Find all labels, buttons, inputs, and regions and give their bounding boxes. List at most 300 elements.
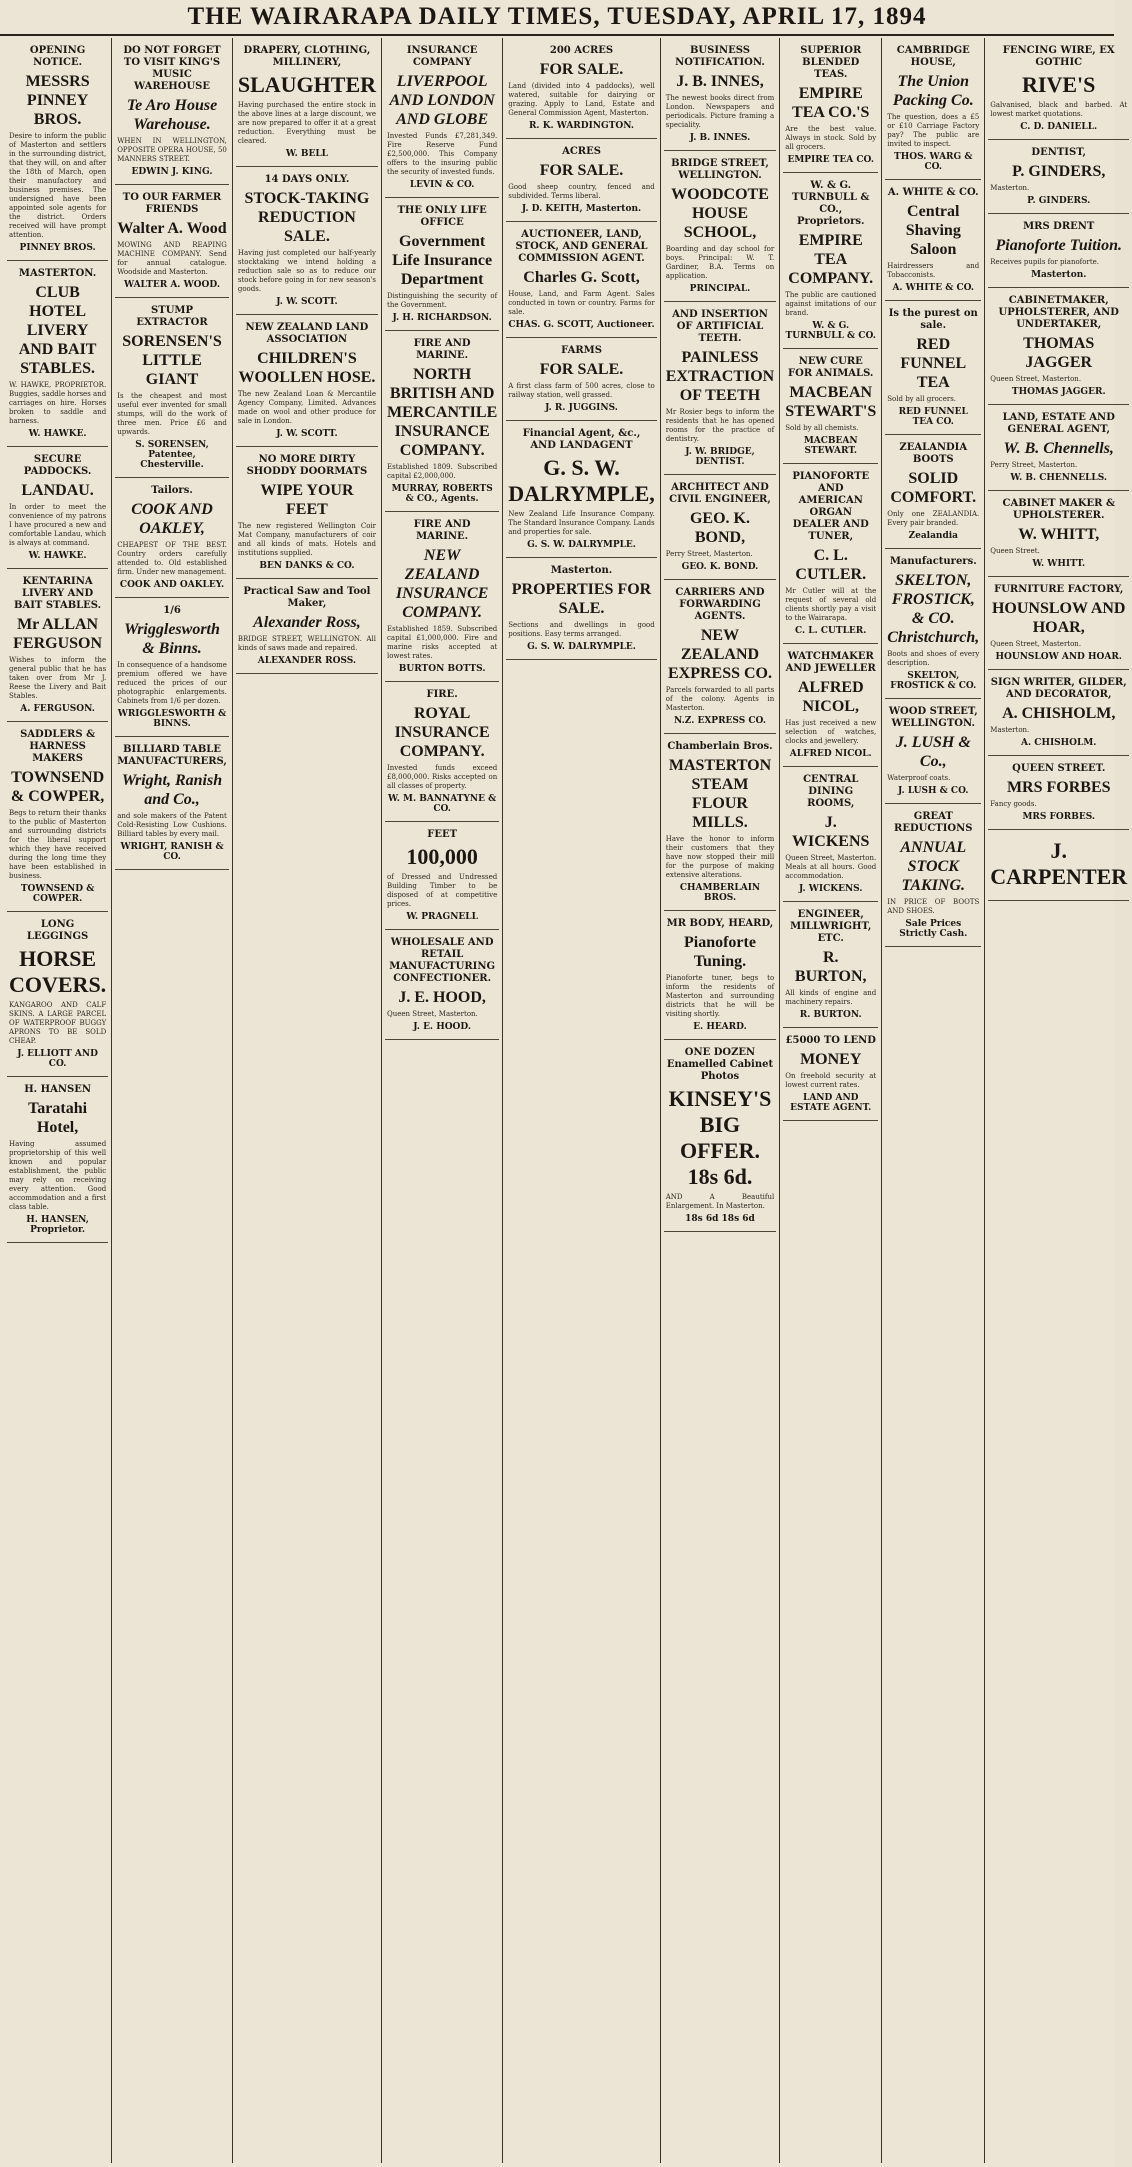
- ad-heading: J. WICKENS: [792, 814, 870, 850]
- ad-body-text: The public are cautioned against imitations of our brand.: [785, 291, 877, 317]
- column-7: [780, 38, 882, 2163]
- advertisement: [664, 911, 776, 1040]
- ad-subheading: AND INSERTION OF ARTIFICIAL TEETH.: [672, 309, 768, 344]
- ad-subheading: Is the purest on sale.: [888, 308, 978, 331]
- ad-body-text: Mr Rosier begs to inform the residents that he has opened rooms for the practice of dentistry.: [665, 408, 775, 443]
- ad-subheading: DENTIST,: [1031, 147, 1087, 158]
- ad-subheading: ZEALANDIA BOOTS: [899, 442, 968, 465]
- advertisement: [115, 185, 229, 298]
- advertisement: [506, 139, 657, 222]
- ad-signature: R. K. WARDINGTON.: [528, 121, 635, 131]
- ad-subheading: MRS DRENT: [1023, 221, 1095, 232]
- ad-body-text: Queen Street.: [990, 547, 1040, 555]
- advertisement: [988, 830, 1129, 901]
- ad-signature: SKELTON, FROSTICK & CO.: [890, 671, 977, 691]
- ad-heading: KINSEY'S BIG OFFER. 18s 6d.: [668, 1086, 772, 1189]
- ad-subheading: FIRE AND MARINE.: [413, 519, 471, 542]
- ad-body-text: All kinds of engine and machinery repairs.: [785, 989, 877, 1006]
- ad-signature: C. D. DANIELL.: [1020, 122, 1098, 132]
- ad-subheading: CARRIERS AND FORWARDING AGENTS.: [675, 587, 765, 622]
- ad-heading: CHILDREN'S WOOLLEN HOSE.: [238, 350, 376, 386]
- column-6: [661, 38, 780, 2163]
- advertisement: [385, 198, 499, 331]
- ad-subheading: BILLIARD TABLE MANUFACTURERS,: [117, 744, 227, 767]
- advertisement: [506, 222, 657, 338]
- advertisement: [236, 167, 378, 315]
- ad-body-text: MOWING AND REAPING MACHINE COMPANY. Send for annual catalogue. Woodside and Masterton.: [117, 241, 227, 276]
- ad-signature: A. WHITE & CO.: [892, 283, 975, 293]
- ad-body-text: and sole makers of the Patent Cold-Resisting Low Cushions. Billiard tables by every mail.: [117, 812, 227, 838]
- ad-heading: TOWNSEND & COWPER,: [10, 769, 105, 805]
- ad-subheading: TO OUR FARMER FRIENDS: [122, 192, 222, 215]
- advertisement: [506, 38, 657, 139]
- advertisement: [7, 1077, 108, 1243]
- ad-body-text: Sold by all chemists.: [785, 424, 859, 432]
- ad-body-text: Queen Street, Masterton.: [990, 375, 1082, 383]
- ad-body-text: Having purchased the entire stock in the above lines at a large discount, we are now prepared to offer it at a great reduction. Everything must be cleared.: [237, 101, 377, 145]
- ad-subheading: ONE DOZEN Enamelled Cabinet Photos: [666, 1047, 774, 1082]
- ad-heading: W. B. Chennells,: [1003, 440, 1114, 457]
- advertisement: [885, 549, 981, 699]
- ad-subheading: STUMP EXTRACTOR: [136, 305, 208, 328]
- ad-signature: G. S. W. DALRYMPLE.: [527, 540, 636, 550]
- ad-body-text: Queen Street, Masterton.: [990, 640, 1082, 648]
- ad-body-text: Is the cheapest and most useful ever invented for small stumps, will do the work of three men. Price £6 and upwards.: [117, 392, 227, 436]
- ad-heading: LANDAU.: [21, 482, 94, 499]
- ad-body-text: Wishes to inform the general public that he has taken over from Mr J. Reese the Livery and Bait Stables.: [9, 656, 107, 700]
- ad-subheading: QUEEN STREET.: [1012, 763, 1106, 774]
- ad-signature: RED FUNNEL TEA CO.: [898, 407, 968, 427]
- advertisement: [7, 722, 108, 912]
- advertisement: [236, 447, 378, 579]
- ad-heading: PAINLESS EXTRACTION OF TEETH: [665, 349, 775, 404]
- ad-heading: EMPIRE TEA COMPANY.: [788, 232, 874, 287]
- ad-signature: N.Z. EXPRESS CO.: [674, 716, 766, 726]
- advertisement: [885, 699, 981, 804]
- ad-heading: Central Shaving Saloon: [905, 203, 961, 258]
- ad-heading: Walter A. Wood: [117, 220, 227, 237]
- ad-signature: ALEXANDER ROSS.: [257, 656, 357, 666]
- ad-body-text: Waterproof coats.: [887, 774, 951, 782]
- advertisement: [115, 598, 229, 737]
- ad-heading: ROYAL INSURANCE COMPANY.: [394, 705, 490, 760]
- ad-subheading: WOOD STREET, WELLINGTON.: [888, 706, 978, 729]
- ad-body-text: Masterton.: [990, 726, 1030, 734]
- ad-subheading: CABINETMAKER, UPHOLSTERER, AND UNDERTAKER,: [998, 295, 1119, 330]
- advertisement: [236, 315, 378, 447]
- ad-heading: HOUNSLOW AND HOAR,: [991, 600, 1126, 636]
- column-2: [112, 38, 233, 2163]
- ad-body-text: On freehold security at lowest current rates.: [785, 1072, 877, 1089]
- ad-heading: CLUB HOTEL LIVERY AND BAIT STABLES.: [18, 284, 97, 377]
- ad-heading: GEO. K. BOND,: [689, 510, 750, 546]
- ad-signature: EDWIN J. KING.: [131, 167, 213, 177]
- ad-heading: W. WHITT,: [1018, 526, 1100, 543]
- advertisement: [783, 644, 878, 767]
- ad-heading: WIPE YOUR FEET: [260, 482, 354, 518]
- ad-subheading: H. HANSEN: [24, 1084, 91, 1095]
- column-1: [4, 38, 112, 2163]
- advertisement: [664, 38, 776, 151]
- ad-signature: COOK AND OAKLEY.: [119, 580, 225, 590]
- ad-subheading: CENTRAL DINING ROOMS,: [803, 774, 859, 809]
- ad-signature: J. W. SCOTT.: [276, 297, 338, 307]
- advertisement: [664, 151, 776, 302]
- ad-heading: FOR SALE.: [539, 61, 624, 78]
- ad-body-text: Are the best value. Always in stock. Sold by all grocers.: [785, 125, 877, 151]
- ad-heading: MASTERTON STEAM FLOUR MILLS.: [668, 757, 772, 831]
- ad-signature: ALFRED NICOL.: [789, 749, 872, 759]
- ad-signature: J. ELLIOTT AND CO.: [17, 1049, 98, 1069]
- ad-signature: W. WHITT.: [1032, 559, 1086, 569]
- advertisement: [385, 331, 499, 512]
- ad-signature: WRIGGLESWORTH & BINNS.: [117, 709, 227, 729]
- ad-heading: FOR SALE.: [539, 162, 624, 179]
- ad-signature: GEO. K. BOND.: [681, 562, 759, 572]
- advertisement: [506, 421, 657, 558]
- ad-heading: Pianoforte Tuning.: [683, 934, 756, 970]
- ad-subheading: CAMBRIDGE HOUSE,: [896, 45, 970, 68]
- ad-heading: G. S. W. DALRYMPLE,: [508, 455, 655, 506]
- ad-subheading: DRAPERY, CLOTHING, MILLINERY,: [243, 45, 371, 68]
- advertisement: [115, 737, 229, 870]
- ad-signature: W. BELL: [285, 149, 328, 159]
- advertisement: [385, 512, 499, 682]
- ad-body-text: Receives pupils for pianoforte.: [990, 258, 1099, 266]
- ad-heading: MACBEAN STEWART'S: [785, 384, 877, 420]
- advertisement: [988, 756, 1129, 830]
- ad-subheading: LAND, ESTATE AND GENERAL AGENT,: [1002, 412, 1115, 435]
- ad-body-text: The newest books direct from London. Newspapers and periodicals. Picture framing a speciality.: [665, 94, 775, 129]
- ad-subheading: MR BODY, HEARD,: [666, 918, 774, 929]
- ad-body-text: AND A Beautiful Enlargement. In Masterton.: [665, 1193, 775, 1210]
- ad-heading: NEW ZEALAND EXPRESS CO.: [667, 627, 772, 682]
- ad-body-text: Has just received a new selection of watches, clocks and jewellery.: [785, 719, 877, 745]
- ad-heading: NORTH BRITISH AND MERCANTILE INSURANCE COMPANY.: [387, 366, 498, 459]
- advertisement: [988, 214, 1129, 288]
- ad-heading: ALFRED NICOL,: [797, 679, 864, 715]
- ad-heading: MONEY: [800, 1051, 862, 1068]
- ad-signature: J. B. INNES.: [689, 133, 751, 143]
- ad-subheading: ACRES: [562, 146, 601, 157]
- ad-heading: THOMAS JAGGER: [1023, 335, 1095, 371]
- ad-signature: G. S. W. DALRYMPLE.: [527, 642, 636, 652]
- ad-subheading: Financial Agent, &c., AND LANDAGENT: [522, 428, 641, 451]
- ad-body-text: Parcels forwarded to all parts of the colony. Agents in Masterton.: [665, 686, 775, 712]
- ad-signature: W. HAWKE.: [28, 429, 87, 439]
- ad-body-text: IN PRICE OF BOOTS AND SHOES.: [887, 898, 980, 915]
- ad-signature: J. W. BRIDGE, DENTIST.: [685, 447, 755, 467]
- ad-body-text: Invested funds exceed £8,000,000. Risks accepted on all classes of property.: [387, 764, 498, 790]
- ad-heading: SORENSEN'S LITTLE GIANT: [122, 333, 222, 388]
- ad-heading: J. LUSH & Co.,: [895, 734, 971, 770]
- ad-subheading: A. WHITE & CO.: [887, 187, 979, 198]
- ad-body-text: Pianoforte tuner, begs to inform the residents of Masterton and surrounding districts that he will be visiting shortly.: [665, 974, 775, 1018]
- advertisement: [783, 767, 878, 902]
- advertisement: [664, 475, 776, 580]
- ad-subheading: CABINET MAKER & UPHOLSTERER.: [1002, 498, 1115, 521]
- advertisement: [783, 349, 878, 464]
- ad-body-text: Distinguishing the security of the Government.: [387, 292, 498, 309]
- ad-heading: STOCK-TAKING REDUCTION SALE.: [244, 190, 370, 245]
- advertisement: [988, 38, 1129, 140]
- ad-subheading: BUSINESS NOTIFICATION.: [675, 45, 765, 68]
- advertisement: [115, 478, 229, 598]
- ad-body-text: Perry Street, Masterton.: [990, 461, 1078, 469]
- ad-subheading: ENGINEER, MILLWRIGHT, ETC.: [790, 909, 872, 944]
- masthead: [0, 0, 1114, 36]
- ad-subheading: OPENING NOTICE.: [29, 45, 86, 68]
- ad-body-text: of Dressed and Undressed Building Timber to be disposed of at competitive prices.: [387, 873, 498, 908]
- column-5: [503, 38, 661, 2163]
- ad-signature: J. W. SCOTT.: [276, 429, 338, 439]
- ad-heading: MESSRS PINNEY BROS.: [25, 73, 90, 128]
- advertisement: [885, 180, 981, 301]
- advertisement: [783, 902, 878, 1028]
- ad-heading: PROPERTIES FOR SALE.: [511, 581, 652, 617]
- ad-signature: Sale Prices Strictly Cash.: [899, 919, 968, 939]
- ad-signature: A. FERGUSON.: [20, 704, 95, 714]
- ad-body-text: Having just completed our half-yearly stocktaking we intend holding a reduction sale so as to reduce our stock before going in for new season's goods.: [237, 249, 377, 293]
- ad-subheading: PIANOFORTE AND AMERICAN ORGAN DEALER AND TUNER,: [792, 471, 870, 542]
- advertisement: [664, 734, 776, 911]
- column-9: [985, 38, 1132, 2163]
- ad-signature: CHAMBERLAIN BROS.: [679, 883, 761, 903]
- ad-body-text: Queen Street, Masterton.: [387, 1010, 478, 1018]
- ad-subheading: 14 DAYS ONLY.: [264, 174, 350, 185]
- column-4: [382, 38, 503, 2163]
- ad-subheading: GREAT REDUCTIONS: [894, 811, 973, 834]
- ad-heading: The Union Packing Co.: [892, 73, 974, 109]
- ad-signature: THOMAS JAGGER.: [1011, 387, 1106, 397]
- advertisement: [385, 930, 499, 1040]
- ad-signature: J. R. JUGGINS.: [545, 403, 618, 413]
- ad-body-text: House, Land, and Farm Agent. Sales conducted in town or country. Farms for sale.: [508, 290, 655, 316]
- advertisement: [115, 298, 229, 478]
- ad-signature: C. L. CUTLER.: [795, 626, 867, 636]
- ad-heading: HORSE COVERS.: [9, 946, 107, 997]
- advertisement-columns: [4, 38, 1128, 2163]
- ad-heading: J. E. HOOD,: [398, 989, 486, 1006]
- ad-body-text: Masterton.: [990, 184, 1030, 192]
- ad-signature: LAND AND ESTATE AGENT.: [790, 1093, 872, 1113]
- ad-body-text: Begs to return their thanks to the public of Masterton and surrounding districts for the liberal support which they have received during the long time they have been established in business.: [9, 809, 107, 880]
- ad-subheading: INSURANCE COMPANY: [406, 45, 478, 68]
- ad-signature: A. CHISHOLM.: [1021, 738, 1097, 748]
- ad-heading: 100,000: [406, 844, 478, 869]
- ad-signature: PRINCIPAL.: [689, 284, 751, 294]
- advertisement: [7, 447, 108, 569]
- advertisement: [885, 435, 981, 549]
- advertisement: [783, 1028, 878, 1121]
- ad-body-text: Having assumed proprietorship of this well known and popular establishment, the public may rely on receiving every attention. Good accommodation and a first class table.: [9, 1140, 107, 1211]
- ad-subheading: BRIDGE STREET, WELLINGTON.: [671, 158, 769, 181]
- ad-signature: MURRAY, ROBERTS & CO., Agents.: [391, 484, 493, 504]
- advertisement: [988, 670, 1129, 756]
- ad-signature: BURTON BOTTS.: [398, 664, 486, 674]
- ad-heading: P. GINDERS,: [1012, 163, 1106, 180]
- ad-heading: SKELTON, FROSTICK, & CO. Christchurch,: [887, 572, 980, 646]
- ad-subheading: 200 ACRES: [549, 45, 614, 56]
- ad-signature: E. HEARD.: [693, 1022, 747, 1032]
- advertisement: [506, 558, 657, 660]
- ad-signature: 18s 6d 18s 6d: [685, 1214, 755, 1224]
- ad-subheading: 1/6: [163, 605, 181, 616]
- ad-signature: W. B. CHENNELLS.: [1010, 473, 1108, 483]
- ad-subheading: AUCTIONEER, LAND, STOCK, AND GENERAL COMMISSION AGENT.: [515, 229, 648, 264]
- ad-body-text: Invested Funds £7,281,349. Fire Reserve Fund £2,500,000. This Company offers to the insuring public the security of invested funds.: [387, 132, 498, 176]
- ad-subheading: LONG LEGGINGS: [26, 919, 89, 942]
- advertisement: [385, 822, 499, 930]
- advertisement: [7, 38, 108, 261]
- ad-body-text: W. HAWKE, PROPRIETOR. Buggies, saddle horses and carriages on hire. Horses broken to saddle and harness.: [9, 381, 107, 425]
- ad-body-text: Sections and dwellings in good positions. Easy terms arranged.: [508, 621, 655, 638]
- ad-signature: HOUNSLOW AND HOAR.: [995, 652, 1122, 662]
- ad-body-text: Good sheep country, fenced and subdivided. Terms liberal.: [508, 183, 655, 200]
- ad-heading: ANNUAL STOCK TAKING.: [900, 839, 967, 894]
- ad-body-text: In order to meet the convenience of my patrons I have procured a new and comfortable Landau, which is always at command.: [9, 503, 107, 547]
- column-8: [882, 38, 985, 2163]
- advertisement: [988, 405, 1129, 491]
- ad-heading: Mr ALLAN FERGUSON: [13, 616, 103, 652]
- newspaper-title: THE WAIRARAPA DAILY TIMES, TUESDAY, APRIL 17, 1894: [187, 3, 927, 30]
- ad-signature: EMPIRE TEA CO.: [787, 155, 875, 165]
- advertisement: [783, 38, 878, 173]
- ad-subheading: THE ONLY LIFE OFFICE: [397, 205, 487, 228]
- advertisement: [783, 173, 878, 349]
- advertisement: [7, 912, 108, 1077]
- ad-body-text: New Zealand Life Insurance Company. The Standard Insurance Company. Lands and properties for sale.: [508, 510, 655, 536]
- ad-body-text: Established 1809. Subscribed capital £2,000,000.: [387, 463, 498, 480]
- ad-heading: SOLID COMFORT.: [890, 470, 977, 506]
- ad-subheading: FURNITURE FACTORY,: [994, 584, 1124, 595]
- ad-heading: RED FUNNEL TEA: [900, 336, 967, 391]
- ad-body-text: Mr Cutler will at the request of several old clients shortly pay a visit to the Wairarapa.: [785, 587, 877, 622]
- ad-subheading: NEW CURE FOR ANIMALS.: [788, 356, 874, 379]
- ad-heading: J. B. INNES,: [676, 73, 764, 90]
- ad-heading: Wright, Ranish and Co.,: [121, 772, 223, 808]
- ad-subheading: SUPERIOR BLENDED TEAS.: [800, 45, 862, 80]
- ad-body-text: In consequence of a handsome premium offered we have reduced the prices of our photographic enlargements. Cabinets from 1/6 per dozen.: [117, 661, 227, 705]
- ad-heading: NEW ZEALAND INSURANCE COMPANY.: [395, 547, 489, 621]
- ad-signature: J. WICKENS.: [798, 884, 863, 894]
- ad-heading: Taratahi Hotel,: [28, 1100, 88, 1136]
- ad-body-text: Boarding and day school for boys. Principal: W. T. Gardiner, B.A. Terms on application.: [665, 245, 775, 280]
- ad-signature: J. LUSH & CO.: [898, 786, 969, 796]
- ad-subheading: NO MORE DIRTY SHODDY DOORMATS: [246, 454, 368, 477]
- ad-signature: S. SORENSEN, Patentee, Chesterville.: [135, 440, 209, 470]
- ad-subheading: MASTERTON.: [18, 268, 97, 279]
- advertisement: [385, 682, 499, 822]
- ad-signature: W. & G. TURNBULL & CO.: [785, 321, 876, 341]
- ad-heading: LIVERPOOL AND LONDON AND GLOBE: [389, 73, 495, 128]
- ad-subheading: Manufacturers.: [889, 556, 977, 567]
- ad-heading: A. CHISHOLM,: [1002, 705, 1116, 722]
- ad-signature: MACBEAN STEWART.: [803, 436, 858, 456]
- ad-heading: WOODCOTE HOUSE SCHOOL,: [671, 186, 769, 241]
- ad-subheading: Masterton.: [550, 565, 613, 576]
- advertisement: [664, 1040, 776, 1232]
- ad-heading: COOK AND OAKLEY,: [131, 501, 213, 537]
- ad-subheading: FARMS: [561, 345, 602, 356]
- ad-subheading: SECURE PADDOCKS.: [23, 454, 92, 477]
- ad-heading: SLAUGHTER: [237, 72, 377, 97]
- advertisement: [115, 38, 229, 185]
- advertisement: [236, 38, 378, 167]
- ad-signature: BEN DANKS & CO.: [259, 561, 355, 571]
- ad-signature: W. PRAGNELL: [406, 912, 478, 922]
- advertisement: [885, 804, 981, 947]
- ad-subheading: WATCHMAKER AND JEWELLER: [785, 651, 876, 674]
- ad-body-text: BRIDGE STREET, WELLINGTON. All kinds of saws made and repaired.: [237, 635, 377, 652]
- ad-body-text: Perry Street, Masterton.: [665, 550, 753, 558]
- ad-subheading: Chamberlain Bros.: [667, 741, 773, 752]
- advertisement: [885, 301, 981, 435]
- ad-body-text: Only one ZEALANDIA. Every pair branded.: [887, 510, 980, 527]
- column-3: [233, 38, 382, 2163]
- ad-body-text: KANGAROO AND CALF SKINS. A LARGE PARCEL OF WATERPROOF BUGGY APRONS TO BE SOLD CHEAP.: [9, 1001, 107, 1045]
- ad-heading: C. L. CUTLER.: [795, 547, 867, 583]
- ad-signature: THOS. WARG & CO.: [894, 152, 973, 172]
- ad-body-text: WHEN IN WELLINGTON, OPPOSITE OPERA HOUSE, 50 MANNERS STREET.: [117, 137, 227, 163]
- ad-subheading: FIRE.: [426, 689, 458, 700]
- ad-heading: Charles G. Scott,: [523, 269, 640, 286]
- ad-signature: P. GINDERS.: [1027, 196, 1091, 206]
- ad-body-text: Boots and shoes of every description.: [887, 650, 980, 667]
- ad-subheading: ARCHITECT AND CIVIL ENGINEER,: [669, 482, 771, 505]
- ad-heading: Alexander Ross,: [253, 614, 361, 631]
- ad-subheading: WHOLESALE AND RETAIL MANUFACTURING CONFECTIONER.: [389, 937, 496, 984]
- ad-signature: WALTER A. WOOD.: [124, 280, 220, 290]
- ad-subheading: FEET: [427, 829, 458, 840]
- ad-subheading: DO NOT FORGET TO VISIT KING'S MUSIC WAREHOUSE: [123, 45, 221, 92]
- advertisement: [988, 577, 1129, 670]
- ad-signature: J. D. KEITH, Masterton.: [521, 204, 642, 214]
- ad-body-text: Desire to inform the public of Masterton and settlers in the surrounding district, that they will, on and after the 18th of March, open their manufactory and business premises. The undersigned have been appointed sole agents for the district. Orders received will have prompt attention.: [9, 132, 107, 239]
- ad-subheading: Practical Saw and Tool Maker,: [243, 586, 371, 609]
- advertisement: [664, 302, 776, 475]
- ad-body-text: The new registered Wellington Coir Mat Company, manufacturers of coir and all kinds of mats. Hotels and institutions supplied.: [237, 522, 377, 557]
- advertisement: [988, 288, 1129, 405]
- ad-heading: Government Life Insurance Department: [392, 233, 493, 288]
- ad-heading: Te Aro House Warehouse.: [126, 97, 218, 133]
- ad-signature: H. HANSEN, Proprietor.: [26, 1215, 89, 1235]
- ad-heading: RIVE'S: [1022, 72, 1096, 97]
- ad-heading: MRS FORBES: [1006, 779, 1111, 796]
- ad-subheading: NEW ZEALAND LAND ASSOCIATION: [245, 322, 369, 345]
- advertisement: [885, 38, 981, 180]
- ad-body-text: Fancy goods.: [990, 800, 1037, 808]
- advertisement: [506, 338, 657, 421]
- ad-subheading: FIRE AND MARINE.: [413, 338, 471, 361]
- advertisement: [783, 464, 878, 644]
- ad-body-text: Land (divided into 4 paddocks), well watered, suitable for dairying or grazing. Apply to Land, Estate and General Commission Agent, Masterton.: [508, 82, 655, 117]
- ad-signature: Masterton.: [1031, 270, 1087, 280]
- advertisement: [7, 261, 108, 447]
- ad-subheading: SIGN WRITER, GILDER, AND DECORATOR,: [990, 677, 1127, 700]
- advertisement: [236, 579, 378, 674]
- ad-body-text: Have the honor to inform their customers that they have now stopped their mill for the purpose of making extensive alterations.: [665, 835, 775, 879]
- advertisement: [664, 580, 776, 734]
- ad-signature: CHAS. G. SCOTT, Auctioneer.: [508, 320, 655, 330]
- ad-signature: J. H. RICHARDSON.: [392, 313, 492, 323]
- ad-body-text: A first class farm of 500 acres, close to railway station, well grassed.: [508, 382, 655, 399]
- ad-body-text: Galvanised, black and barbed. At lowest market quotations.: [990, 101, 1128, 118]
- advertisement: [7, 569, 108, 722]
- ad-subheading: FENCING WIRE, EX GOTHIC: [1002, 45, 1115, 68]
- ad-signature: W. HAWKE.: [28, 551, 87, 561]
- ad-subheading: W. & G. TURNBULL & CO., Proprietors.: [792, 180, 870, 227]
